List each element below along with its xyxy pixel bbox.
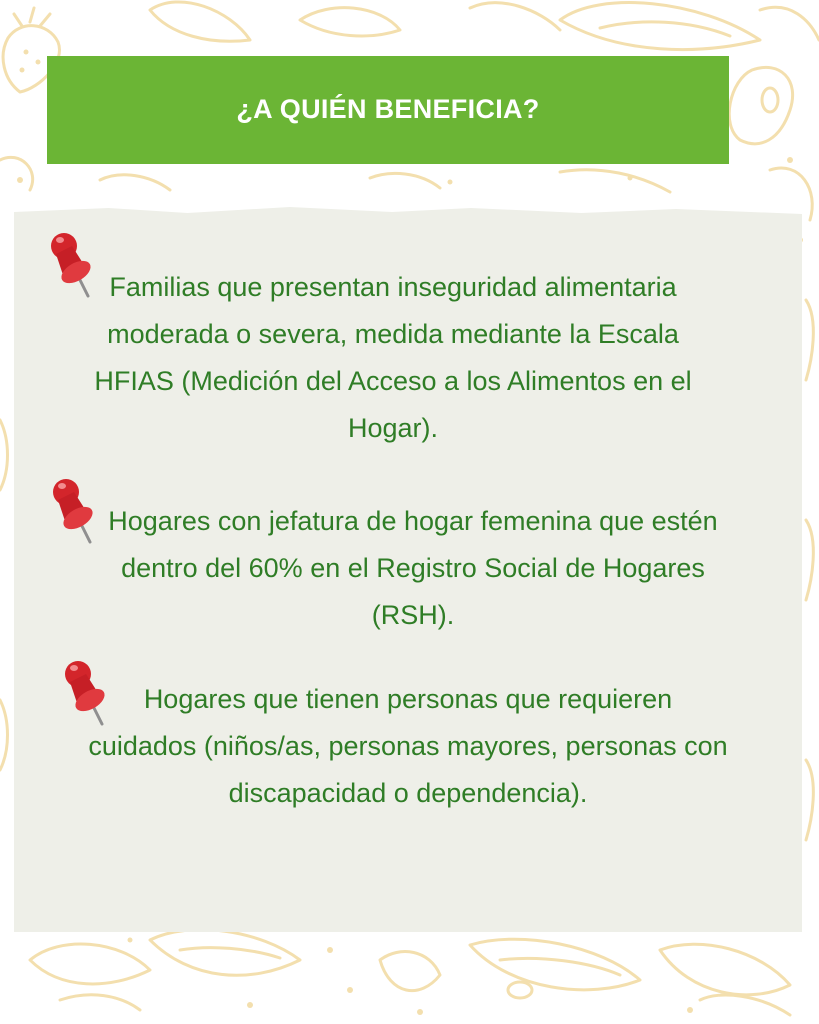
beneficiary-item-1: Familias que presentan inseguridad alimentaria moderada o severa, medida mediante la Escala HFIAS (Medición del Acceso a los Alimentos en el Hogar). (94, 272, 692, 443)
beneficiary-item-2: Hogares con jefatura de hogar femenina que estén dentro del 60% en el Registro Social de Hogares (RSH). (108, 506, 718, 630)
title-banner (47, 56, 729, 164)
page-title: ¿A QUIÉN BENEFICIA? (236, 93, 540, 124)
beneficiary-item-3: Hogares que tienen personas que requieren cuidados (niños/as, personas mayores, personas con discapacidad o dependencia). (88, 684, 728, 808)
